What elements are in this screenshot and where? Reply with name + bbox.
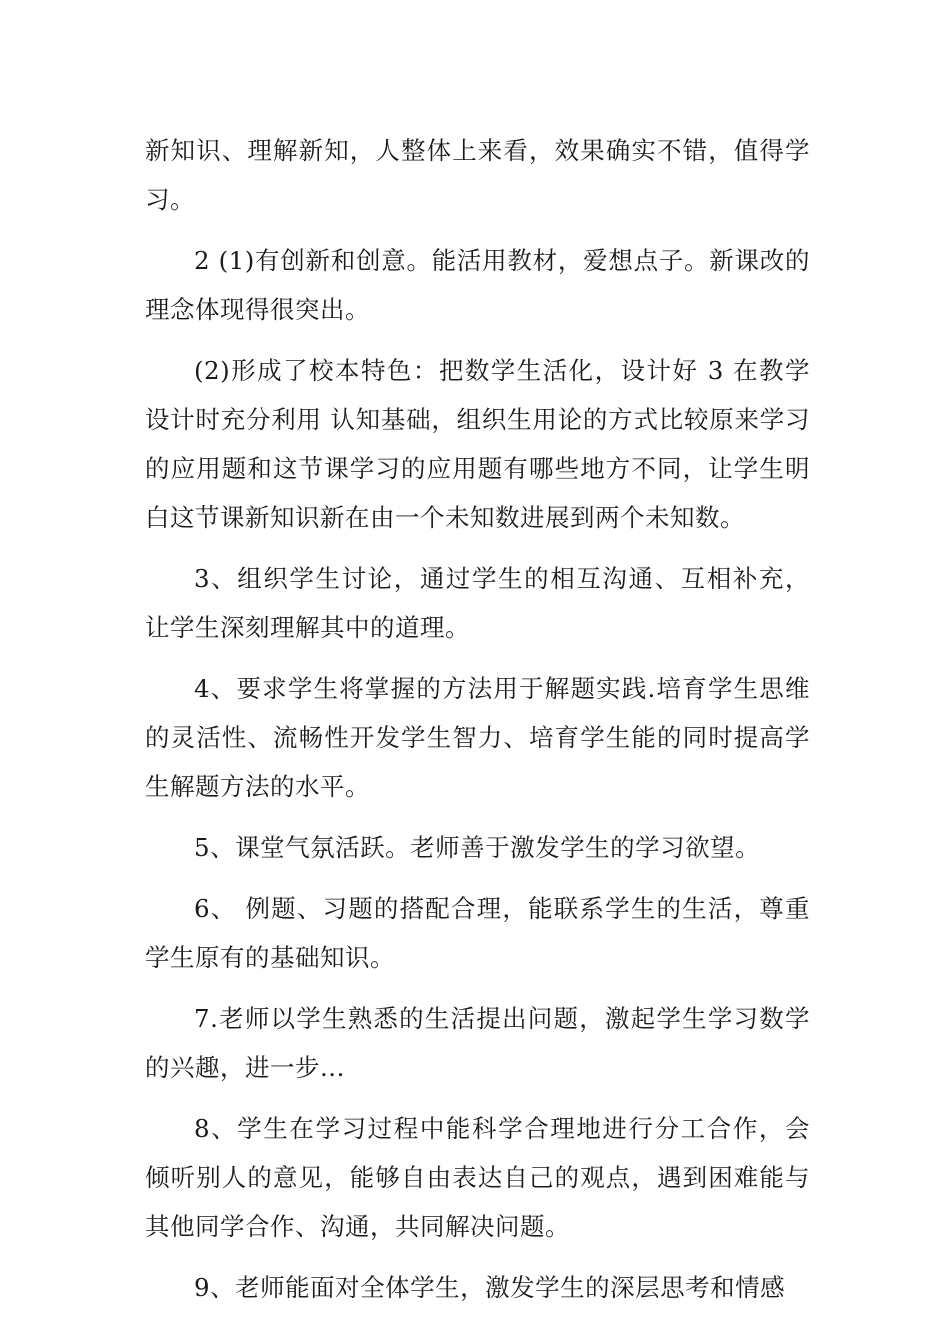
paragraph-item-6: 6、 例题、习题的搭配合理，能联系学生的生活，尊重学生原有的基础知识。 (145, 894, 810, 972)
paragraph-continuation: 新知识、理解新知，人整体上来看，效果确实不错，值得学习。 (145, 136, 810, 214)
paragraph-item-4: 4、要求学生将掌握的方法用于解题实践.培育学生思维的灵活性、流畅性开发学生智力、培育学生能的同时提高学生解题方法的水平。 (145, 674, 810, 801)
paragraph-item-7: 7.老师以学生熟悉的生活提出问题，激起学生学习数学的兴趣，进一步... (145, 1004, 810, 1082)
paragraph-item-2-sub2: (2)形成了校本特色：把数学生活化，设计好 3 在教学设计时充分利用 认知基础，组织生用论的方式比较原来学习的应用题和这节课学习的应用题有哪些地方不同，让学生明白这节课新知识新在由一个未知数进展到两个未知数。 (145, 356, 810, 532)
paragraph-item-2: 2 (1)有创新和创意。能活用教材，爱想点子。新课改的理念体现得很突出。 (145, 246, 810, 324)
paragraph-item-5: 5、课堂气氛活跃。老师善于激发学生的学习欲望。 (194, 833, 761, 862)
paragraph-item-3: 3、组织学生讨论，通过学生的相互沟通、互相补充，让学生深刻理解其中的道理。 (145, 564, 810, 642)
paragraph-item-9: 9、老师能面对全体学生，激发学生的深层思考和情感 (194, 1273, 786, 1302)
paragraph-item-8: 8、学生在学习过程中能科学合理地进行分工合作，会倾听别人的意见，能够自由表达自己的观点，遇到困难能与其他同学合作、沟通，共同解决问题。 (145, 1114, 810, 1241)
